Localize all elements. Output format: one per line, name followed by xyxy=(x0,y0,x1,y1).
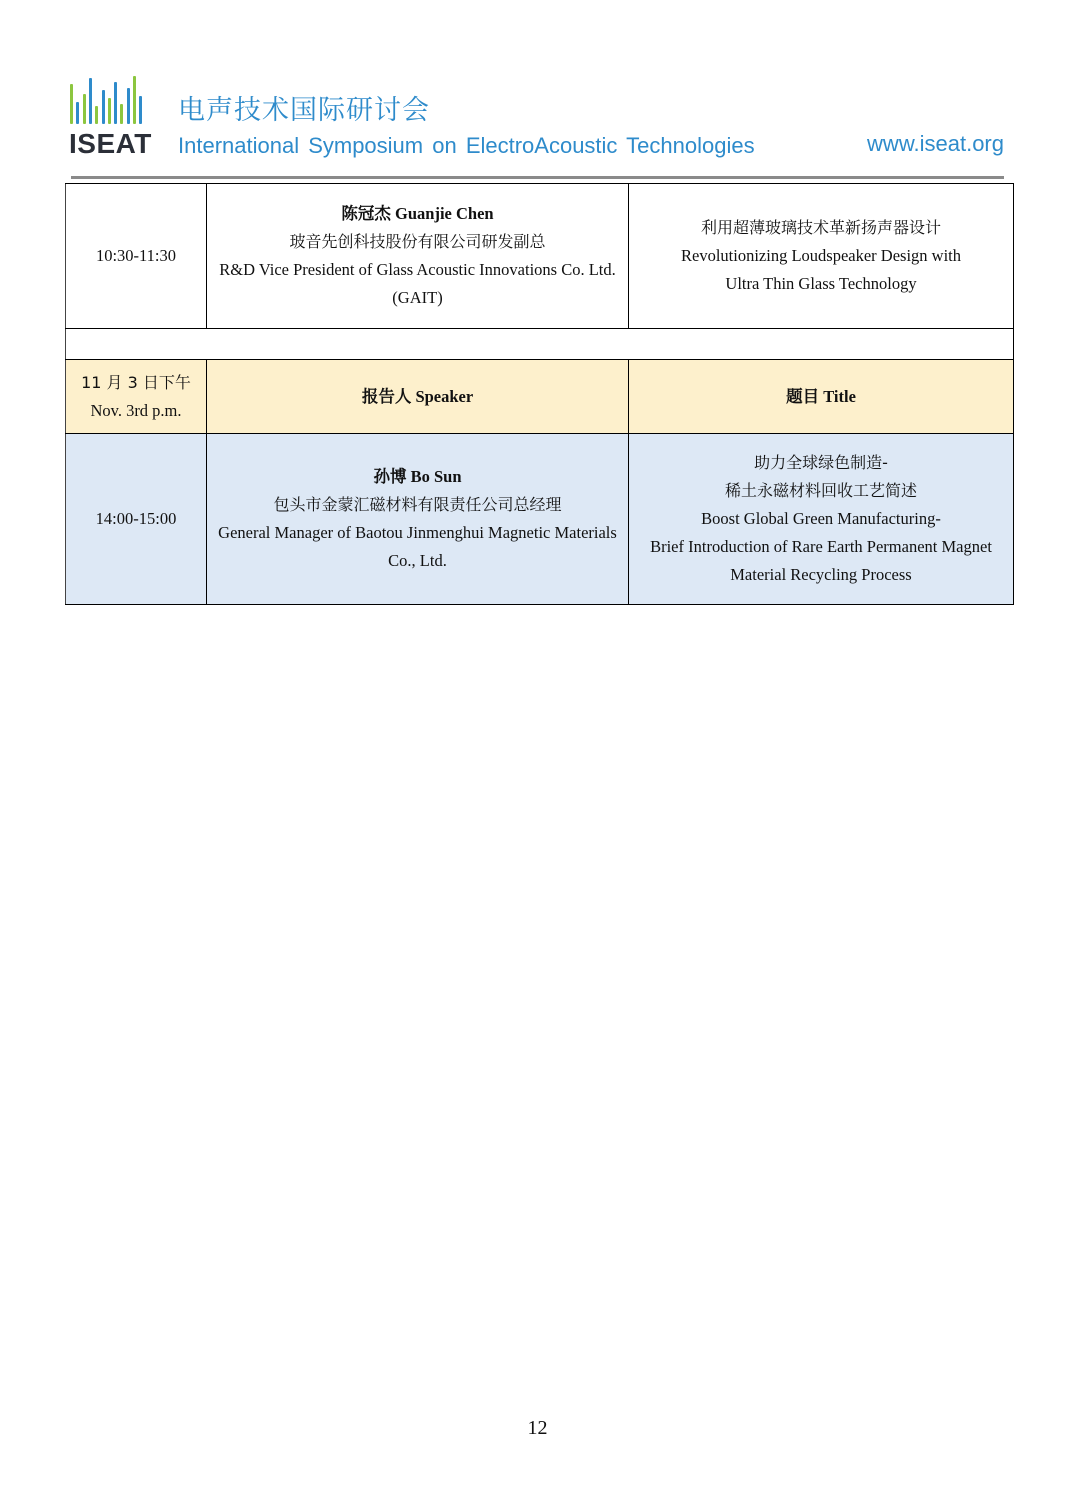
talk-title-en-line2: Brief Introduction of Rare Earth Permanent Magnet Material Recycling Process xyxy=(650,537,992,584)
title-column-header: 题目 Title xyxy=(629,360,1014,434)
session-time: 14:00-15:00 xyxy=(66,434,207,605)
talk-title-en: Revolutionizing Loudspeaker Design with Ultra Thin Glass Technology xyxy=(681,246,961,293)
table-row xyxy=(66,434,1014,605)
header-title-cn: 电声技术国际研讨会 xyxy=(178,95,430,126)
talk-title-en-line1: Boost Global Green Manufacturing- xyxy=(701,509,941,528)
talk-title-cn-line1: 助力全球绿色制造- xyxy=(754,453,888,472)
website-link[interactable]: www.iseat.org xyxy=(867,131,1004,156)
session-time: 10:30-11:30 xyxy=(66,184,207,329)
spacer-cell xyxy=(66,329,1014,360)
iseat-logo-icon xyxy=(70,76,148,124)
date-cn: 11 月 3 日下午 xyxy=(81,372,191,392)
header-divider xyxy=(71,176,1004,179)
logo-bar xyxy=(133,76,136,124)
talk-title-cn: 利用超薄玻璃技术革新扬声器设计 xyxy=(700,218,941,237)
logo-text: ISEAT xyxy=(69,128,152,159)
table-header-row xyxy=(66,360,1014,434)
logo-bar xyxy=(76,102,79,124)
logo-bar xyxy=(120,104,123,124)
speaker-name: 陈冠杰 Guanjie Chen xyxy=(341,204,494,223)
talk-title-cell xyxy=(629,184,1014,329)
logo-bar xyxy=(108,98,111,124)
speaker-affiliation-cn: 包头市金蒙汇磁材料有限责任公司总经理 xyxy=(273,495,562,514)
speaker-cell xyxy=(207,184,629,329)
logo-bar xyxy=(89,78,92,124)
talk-title-cn-line2: 稀土永磁材料回收工艺简述 xyxy=(724,481,917,500)
speaker-cell xyxy=(207,434,629,605)
header-title-en: International Symposium on ElectroAcoustic Technologies xyxy=(178,133,755,158)
speaker-name: 孙博 Bo Sun xyxy=(373,467,462,486)
logo-bar xyxy=(102,90,105,124)
logo-bar xyxy=(114,82,117,124)
page-number: 12 xyxy=(527,1417,548,1439)
date-cell xyxy=(66,360,207,434)
speaker-affiliation-cn: 玻音先创科技股份有限公司研发副总 xyxy=(289,232,546,251)
logo-bar xyxy=(95,106,98,124)
table-row xyxy=(66,184,1014,329)
logo-bar xyxy=(83,94,86,124)
logo-bar xyxy=(139,96,142,124)
logo-bar xyxy=(127,88,130,124)
speaker-affiliation-en: R&D Vice President of Glass Acoustic Innovations Co. Ltd. (GAIT) xyxy=(219,260,616,307)
date-en: Nov. 3rd p.m. xyxy=(90,400,182,420)
logo-bar xyxy=(70,84,73,124)
schedule-table xyxy=(65,183,1014,605)
table-row-spacer xyxy=(66,329,1014,360)
talk-title-cell xyxy=(629,434,1014,605)
speaker-affiliation-en: General Manager of Baotou Jinmenghui Magnetic Materials Co., Ltd. xyxy=(218,523,617,570)
speaker-column-header: 报告人 Speaker xyxy=(207,360,629,434)
